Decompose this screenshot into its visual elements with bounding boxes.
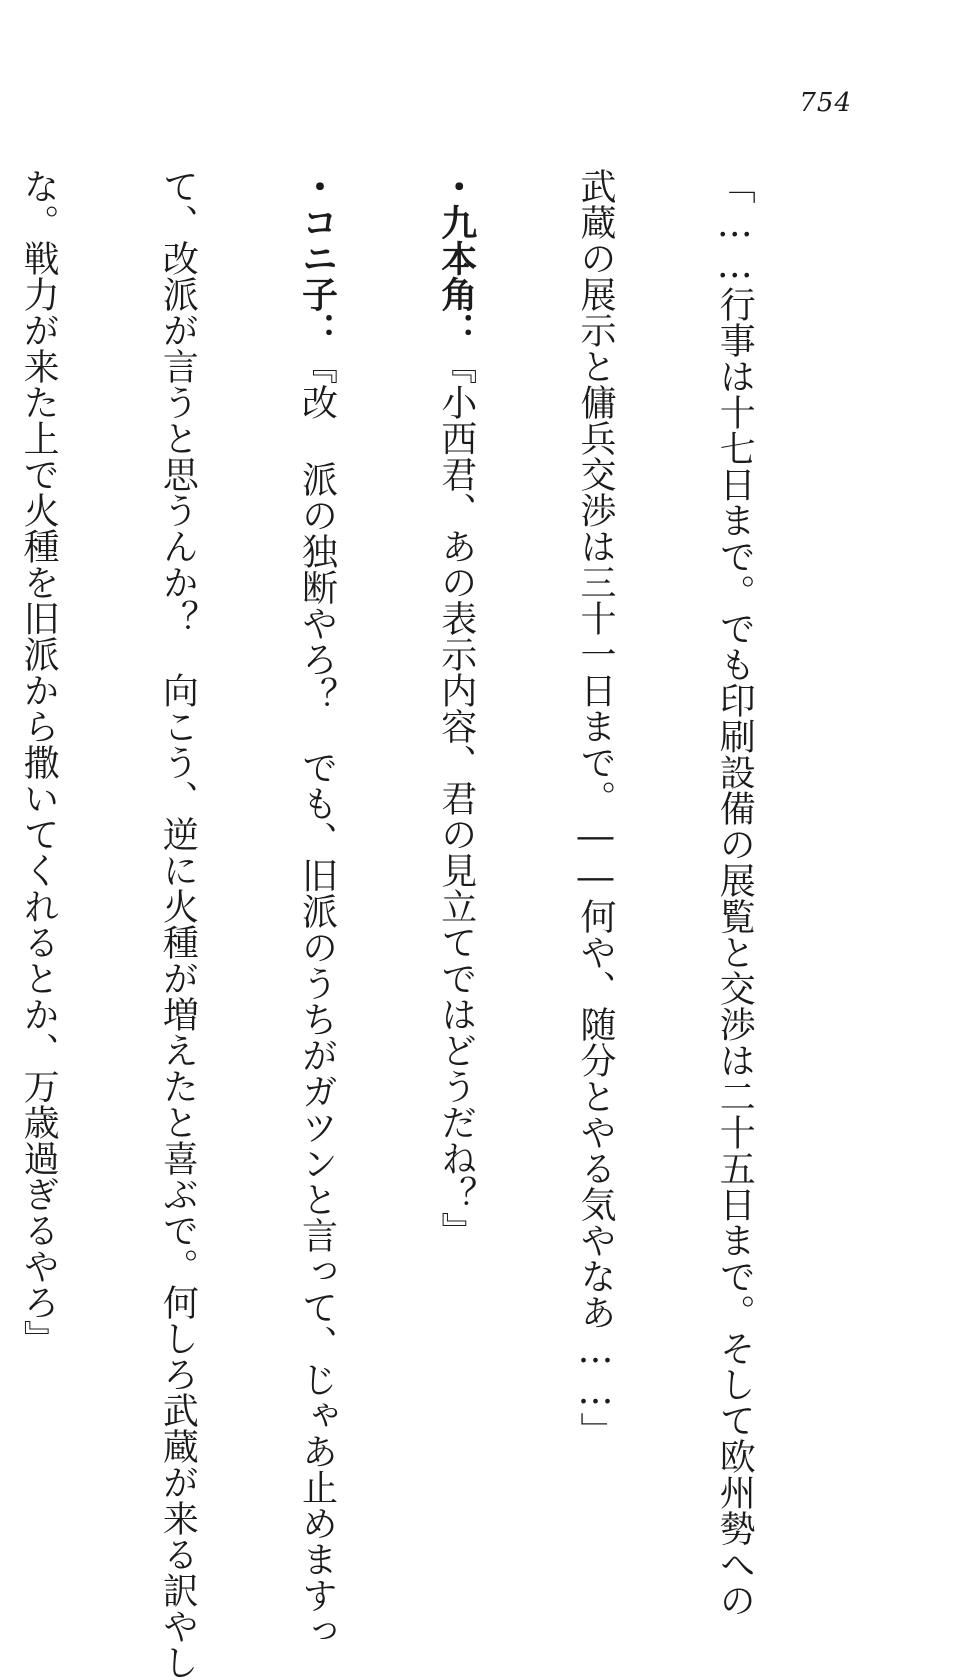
line-text: 「……行事は十七日まで。でも印刷設備の展覧と交渉は二十五日まで。そして欧州勢への xyxy=(714,168,756,1618)
vertical-text-body xyxy=(0,168,850,1680)
text-line xyxy=(572,168,618,1448)
text-line xyxy=(293,168,339,1649)
line-text: て、改派が言うと思うんか？ 向こう、逆に火種が増えたと喜ぶで。何しろ武蔵が来る訳やし xyxy=(157,168,199,1680)
line-text: な。戦力が来た上で火種を旧派から撒いてくれるとか、万歳過ぎるやろ』 xyxy=(18,168,60,1356)
line-text: 『小西君、あの表示内容、君の見立てではどうだね？』 xyxy=(435,348,477,1248)
text-line xyxy=(432,168,478,1328)
line-text: 『改 派の独断やろ？ でも、旧派のうちがガツンと言って、じゃあ止めますっ xyxy=(296,348,338,1649)
speaker-name: ・コニ子： xyxy=(296,168,338,348)
text-line xyxy=(154,168,200,1680)
page-number: 754 xyxy=(799,88,852,118)
text-line xyxy=(15,168,61,1356)
line-text: 武蔵の展示と傭兵交渉は三十一日まで。――何や、随分とやる気やなあ……」 xyxy=(574,168,616,1448)
text-line xyxy=(711,168,757,1618)
speaker-name: ・九本角： xyxy=(435,168,477,348)
